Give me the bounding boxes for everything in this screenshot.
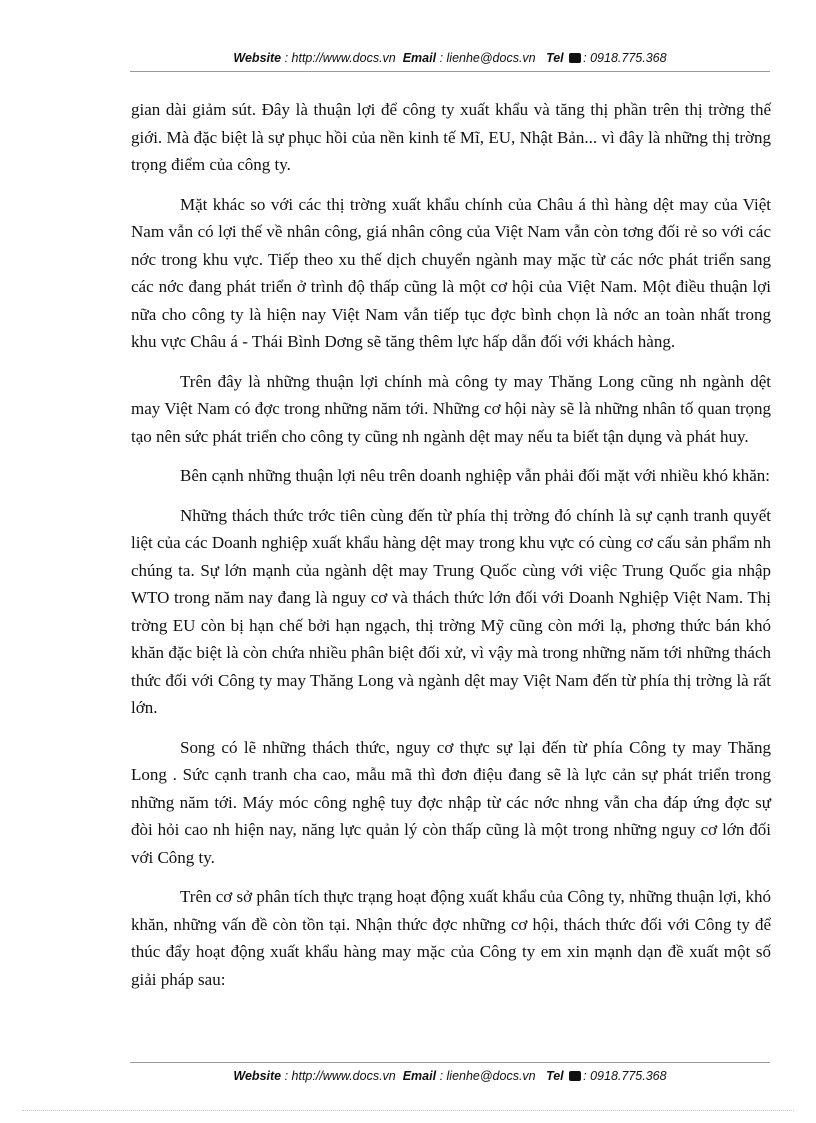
document-body — [131, 96, 771, 1005]
header-tel-value: : 0918.775.368 — [583, 51, 667, 65]
footer-website-link[interactable]: : http://www.docs.vn — [284, 1069, 396, 1083]
paragraph: Trên đây là những thuận lợi chính mà công ty may Thăng Long cũng nh ngành dệt may Việt Nam có đợc trong những năm tới. Những cơ hội này sẽ là những nhân tố quan trọng tạo nên sức phát triển cho công ty cũng nh ngành dệt may nếu ta biết tận dụng và phát huy. — [131, 371, 771, 446]
header-tel-label: Tel — [546, 51, 564, 65]
footer-email-label: Email — [402, 1069, 437, 1083]
footer-website-label: Website — [233, 1069, 282, 1083]
header-email-label: Email — [402, 51, 437, 65]
paragraph: Mặt khác so với các thị trờng xuất khẩu chính của Châu á thì hàng dệt may của Việt Nam vẫn có lợi thế về nhân công, giá nhân công của Việt Nam vẫn còn tơng đối rẻ so với các nớc trong khu vực. Tiếp theo xu thế dịch chuyển ngành may mặc từ các nớc phát triển sang các nớc đang phát triển ở trình độ thấp cũng là một cơ hội của Việt Nam. Một điều thuận lợi nữa cho công ty là hiện nay Việt Nam vẫn tiếp tục đợc bình chọn là nớc an toàn nhất trong khu vực Châu á - Thái Bình Dơng sẽ tăng thêm lực hấp dẫn đối với khách hàng. — [131, 194, 771, 351]
footer-tel-value: : 0918.775.368 — [583, 1069, 667, 1083]
page-footer — [130, 1069, 770, 1083]
phone-icon — [569, 1071, 581, 1081]
paragraph: Song có lẽ những thách thức, nguy cơ thực sự lại đến từ phía Công ty may Thăng Long . Sức cạnh tranh cha cao, mẫu mã thì đơn điệu đang sẽ là lực cản sự phát triển trong những năm tới. Máy móc công nghệ tuy đợc nhập từ các nớc nhng vẫn cha đáp ứng đợc sự đòi hỏi cao nh hiện nay, năng lực quản lý còn thấp cũng là một trong những nguy cơ lớn đối với Công ty. — [131, 737, 771, 867]
phone-icon — [569, 53, 581, 63]
footer-tel-label: Tel — [546, 1069, 564, 1083]
paragraph: Trên cơ sở phân tích thực trạng hoạt động xuất khẩu của Công ty, những thuận lợi, khó khăn, những vấn đề còn tồn tại. Nhận thức đợc những cơ hội, thách thức đối với Công ty để thúc đẩy hoạt động xuất khẩu hàng may mặc của Công ty em xin mạnh dạn đề xuất một số giải pháp sau: — [131, 887, 771, 989]
page-break-line — [22, 1110, 794, 1111]
paragraph: gian dài giảm sút. Đây là thuận lợi để công ty xuất khẩu và tăng thị phần trên thị trờng thế giới. Mà đặc biệt là sự phục hồi của nền kinh tế Mĩ, EU, Nhật Bản... vì đây là những thị trờng trọng điểm của công ty. — [131, 100, 771, 174]
page-header — [130, 51, 770, 65]
header-website-label: Website — [233, 51, 282, 65]
header-divider — [130, 71, 770, 72]
footer-email-link[interactable]: : lienhe@docs.vn — [439, 1069, 536, 1083]
paragraph: Những thách thức trớc tiên cùng đến từ phía thị trờng đó chính là sự cạnh tranh quyết liệt của các Doanh nghiệp xuất khẩu hàng dệt may trong khu vực có cùng cơ cấu sản phẩm nh chúng ta. Sự lớn mạnh của ngành dệt may Trung Quốc cùng với việc Trung Quốc gia nhập WTO trong năm nay đang là nguy cơ và thách thức lớn đối với Doanh Nghiệp Việt Nam. Thị trờng EU còn bị hạn chế bởi hạn ngạch, thị trờng Mỹ cũng còn mới lạ, phơng thức bán khó khăn đặc biệt là còn chứa nhiều phân biệt đối xử, vì vậy mà trong những năm tới những thách thức đối với Công ty may Thăng Long và ngành dệt may Việt Nam đến từ phía thị trờng là rất lớn. — [131, 505, 771, 717]
paragraph: Bên cạnh những thuận lợi nêu trên doanh nghiệp vẫn phải đối mặt với nhiều khó khăn: — [180, 466, 770, 485]
header-website-link[interactable]: : http://www.docs.vn — [284, 51, 396, 65]
header-email-link[interactable]: : lienhe@docs.vn — [439, 51, 536, 65]
footer-divider — [130, 1062, 770, 1063]
